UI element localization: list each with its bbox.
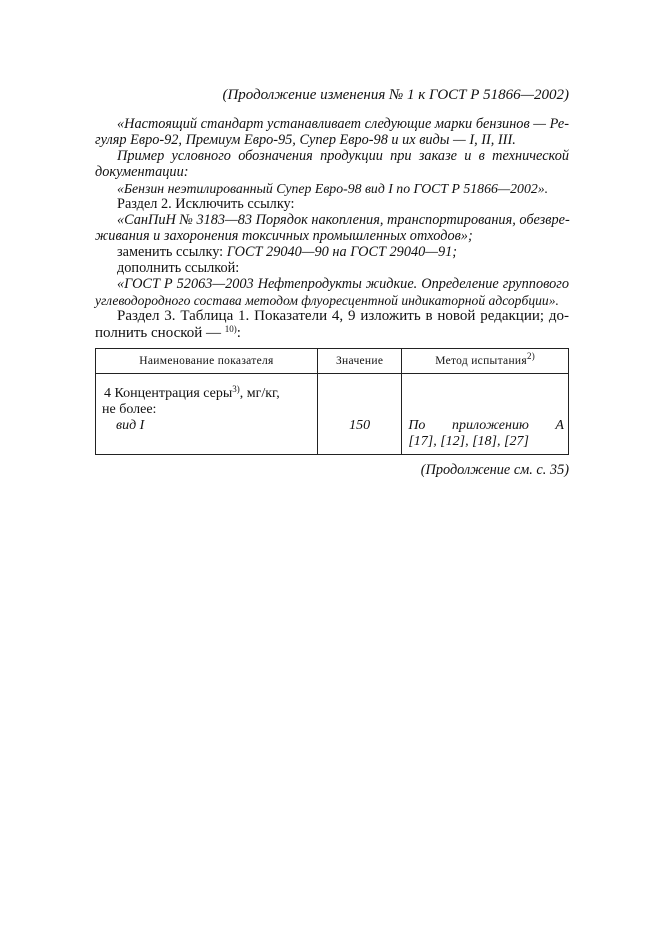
paragraph-line: Пример условного обозначения продукции при заказе и в технической [117, 148, 569, 164]
page-header: (Продолжение изменения № 1 к ГОСТ Р 51866—2002) [222, 87, 569, 103]
header-value: Значение [317, 349, 401, 374]
paragraph-line: Раздел 2. Исключить ссылку: [117, 196, 295, 212]
footnote-marker: 2) [526, 351, 536, 361]
cell-name [96, 374, 318, 455]
method-line: [17], [12], [18], [27] [408, 434, 529, 449]
reference-text: ГОСТ 29040—90 на ГОСТ 29040—91; [226, 244, 458, 260]
paragraph-line [95, 325, 569, 342]
paragraph-line: Раздел 3. Таблица 1. Показатели 4, 9 изложить в новой редакции; до- [117, 308, 569, 324]
table-header-row [96, 349, 569, 374]
paragraph-line: живания и захоронения токсичных промышленных отходов»; [95, 228, 473, 244]
paragraph-line: «ГОСТ Р 52063—2003 Нефтепродукты жидкие. Определение группового [117, 276, 569, 292]
footnote-marker: 10) [224, 324, 237, 334]
text-segment: полнить сноской — [95, 325, 225, 341]
page-footer: (Продолжение см. с. 35) [420, 462, 569, 478]
header-method [402, 349, 569, 374]
table-row [96, 374, 569, 455]
cell-method [402, 374, 569, 455]
indicators-table [95, 348, 569, 455]
text-segment: 4 Концентрация серы [104, 386, 233, 401]
text-segment: , мг/кг, [239, 386, 280, 401]
footnote-marker: 3) [232, 384, 240, 394]
paragraph-line: «СанПиН № 3183—83 Порядок накопления, транспортирования, обезвре- [117, 212, 570, 228]
paragraph-line: дополнить ссылкой: [117, 260, 240, 276]
paragraph-line: гуляр Евро-92, Премиум Евро-95, Супер Евро-98 и их виды — I, II, III. [95, 132, 516, 148]
paragraph-line: «Настоящий стандарт устанавливает следующие марки бензинов — Ре- [117, 116, 569, 132]
text-segment: : [236, 325, 241, 341]
text-label: заменить ссылку: [117, 244, 227, 260]
paragraph-line [95, 244, 569, 261]
paragraph-line: «Бензин неэтилированный Супер Евро-98 вид I по ГОСТ Р 51866—2002». [117, 181, 549, 196]
paragraph-line: документации: [95, 164, 189, 180]
paragraph-line: углеводородного состава методом флуоресцентной индикаторной адсорбции». [95, 293, 559, 308]
header-name: Наименование показателя [96, 349, 318, 374]
method-line: По приложению А [408, 418, 564, 433]
row-name-line: не более: [102, 402, 157, 417]
cell-value [317, 374, 401, 455]
row-name-line [102, 386, 309, 402]
value-text: 150 [349, 418, 371, 433]
row-subtype: вид I [116, 418, 145, 433]
header-method-text: Метод испытания [435, 355, 527, 367]
